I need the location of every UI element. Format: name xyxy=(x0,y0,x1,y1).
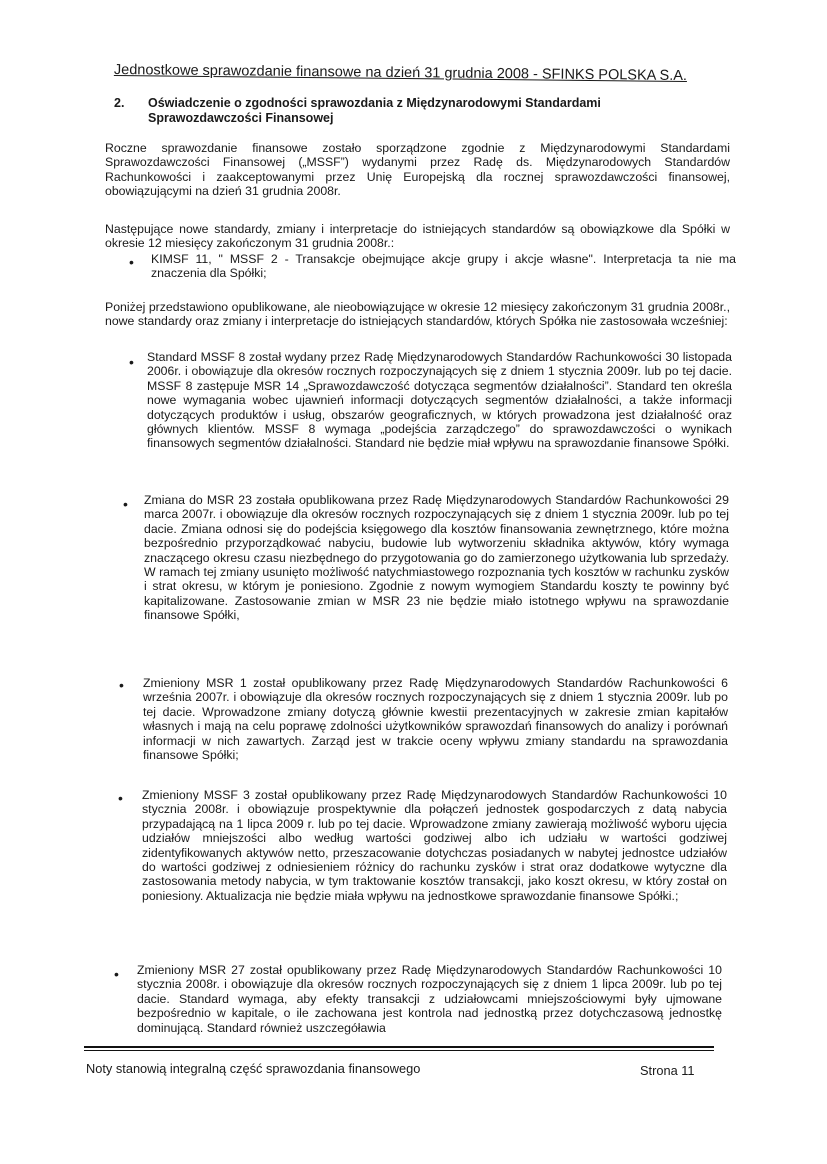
bullet-dot: • xyxy=(129,254,134,270)
section-number: 2. xyxy=(114,96,125,110)
bullet-msr-23: Zmiana do MSR 23 została opublikowana przez Radę Międzynarodowych Standardów Rachunkowości 29 marca 2007r. i obowiązuje dla okresów rocznych rozpoczynających się z dniem 1 stycznia 2009r. lub po tej dacie. Zmiana odnosi się do podejścia księgowego dla kosztów finansowania zewnętrznego, które można bezpośrednio przyporządkować nabyciu, budowie lub wytworzeniu składnika aktywów, który wymaga znaczącego okresu czasu niezbędnego do przygotowania go do zamierzonego użytkowania lub sprzedaży. W ramach tej zmiany usunięto możliwość natychmiastowego rozpoznania tych kosztów w rachunku zysków i strat okresu, w którym je poniesiono. Zgodnie z nowym wymogiem Standardu koszty te powinny być kapitalizowane. Zastosowanie zmian w MSR 23 nie będzie miało istotnego wpływu na sprawozdanie finansowe Spółki, xyxy=(144,493,729,623)
bullet-dot: • xyxy=(118,790,123,806)
page-number: Strona 11 xyxy=(640,1063,695,1078)
bullet-dot: • xyxy=(119,677,124,693)
section-title: Oświadczenie o zgodności sprawozdania z Międzynarodowymi Standardami Sprawozdawczości Finansowej xyxy=(148,96,601,125)
bullet-msr-1: Zmieniony MSR 1 został opublikowany przez Radę Międzynarodowych Standardów Rachunkowości 6 września 2007r. i obowiązuje dla okresów rocznych rozpoczynających się z dniem 1 stycznia 2009r. lub po tej dacie. Wprowadzone zmiany dotyczą głównie kwestii prezentacyjnych w zakresie zmian kapitałów własnych i mają na celu poprawę zdolności użytkowników sprawozdań finansowych do analizy i porównań informacji w nich zawartych. Zarząd jest w trakcie oceny wpływu zmiany standardu na sprawozdania finansowe Spółki; xyxy=(143,676,728,763)
document-header: Jednostkowe sprawozdanie finansowe na dzień 31 grudnia 2008 - SFINKS POLSKA S.A. xyxy=(113,62,688,85)
intro-paragraph: Roczne sprawozdanie finansowe zostało sporządzone zgodnie z Międzynarodowymi Standardami Sprawozdawczości Finansowej („MSSF”) wydanymi przez Radę ds. Międzynarodowych Standardów Rachunkowości i zaakceptowanymi przez Unię Europejską dla rocznej sprawozdawczości finansowej, obowiązującymi na dzień 31 grudnia 2008r. xyxy=(105,141,730,199)
bullet-mssf-8: Standard MSSF 8 został wydany przez Radę Międzynarodowych Standardów Rachunkowości 30 listopada 2006r. i obowiązuje dla okresów rocznych rozpoczynających się z dniem 1 stycznia 2009r. lub po tej dacie. MSSF 8 zastępuje MSR 14 „Sprawozdawczość dotycząca segmentów działalności”. Standard ten określa nowe wymagania wobec ujawnień informacji dotyczących segmentów działalności, a także informacji dotyczących produktów i usług, obszarów geograficznych, w których prowadzona jest działalność oraz głównych klientów. MSSF 8 wymaga „podejścia zarządczego” do sprawozdawczości o wynikach finansowych segmentów działalności. Standard nie będzie miał wpływu na sprawozdanie finansowe Spółki. xyxy=(147,350,732,451)
bullet-msr-27: Zmieniony MSR 27 został opublikowany przez Radę Międzynarodowych Standardów Rachunkowości 10 stycznia 2008r. i obowiązuje dla okresów rocznych rozpoczynających się z dniem 1 lipca 2009r. lub po tej dacie. Standard wymaga, aby efekty transakcji z udziałowcami mniejszościowymi były ujmowane bezpośrednio w kapitale, o ile zachowana jest kontrola nad jednostką przez dotychczasową jednostkę dominującą. Standard również uszczegóławia xyxy=(137,963,722,1035)
bullet-dot: • xyxy=(129,354,134,370)
bullet-dot: • xyxy=(123,496,128,512)
bullet-dot: • xyxy=(114,966,119,982)
bullet-kimsf-11: KIMSF 11, " MSSF 2 - Transakcje obejmujące akcje grupy i akcje własne". Interpretacja ta nie ma znaczenia dla Spółki; xyxy=(151,252,736,281)
published-standards-paragraph: Poniżej przedstawiono opublikowane, ale nieobowiązujące w okresie 12 miesięcy zakończonym 31 grudnia 2008r., nowe standardy oraz zmiany i interpretacje do istniejących standardów, których Spółka nie zastosowała wcześniej: xyxy=(105,300,730,329)
footer-note: Noty stanowią integralną część sprawozdania finansowego xyxy=(86,1061,421,1076)
footer-rule-thin xyxy=(84,1050,714,1051)
bullet-mssf-3: Zmieniony MSSF 3 został opublikowany przez Radę Międzynarodowych Standardów Rachunkowości 10 stycznia 2008r. i obowiązuje prospektywnie dla połączeń jednostek gospodarczych z datą nabycia przypadającą na 1 lipca 2009 r. lub po tej dacie. Wprowadzone zmiany zawierają możliwość wyboru ujęcia udziałów mniejszości albo według wartości godziwej albo ich udziału w wartości godziwej zidentyfikowanych aktywów netto, przeszacowanie dotychczas posiadanych w nabytej jednostce udziałów do wartości godziwej z odniesieniem różnicy do rachunku zysków i strat oraz dodatkowe wytyczne dla zastosowania metody nabycia, w tym traktowanie kosztów transakcji, jako koszt okresu, w który został on poniesiony. Aktualizacja nie będzie miała wpływu na jednostkowe sprawozdanie finansowe Spółki.; xyxy=(142,788,727,903)
footer-rule xyxy=(84,1046,714,1048)
mandatory-standards-paragraph: Następujące nowe standardy, zmiany i interpretacje do istniejących standardów są obowiązkowe dla Spółki w okresie 12 miesięcy zakończonym 31 grudnia 2008r.: xyxy=(105,222,730,251)
